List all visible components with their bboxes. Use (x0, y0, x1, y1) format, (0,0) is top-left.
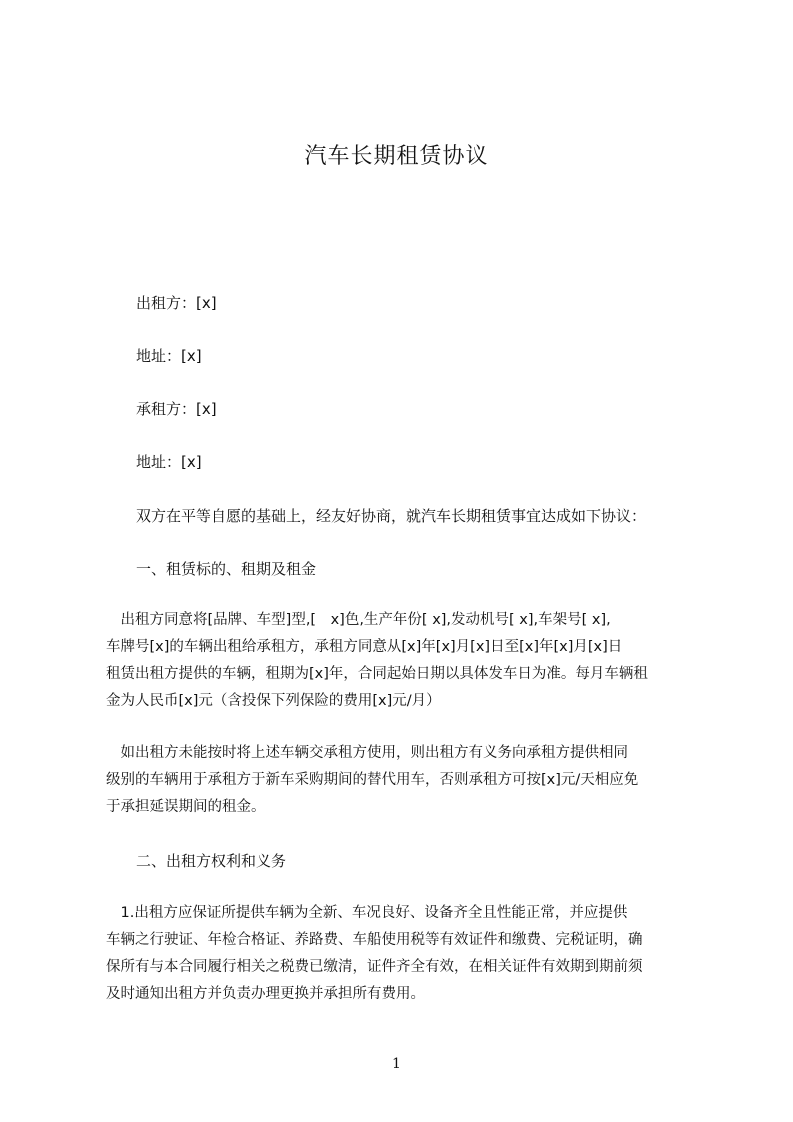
text-line: 车牌号[x]的车辆出租给承租方，承租方同意从[x]年[x]月[x]日至[x]年[x]月[x]日 (106, 639, 623, 655)
text-line: 级别的车辆用于承租方于新车采购期间的替代用车，否则承租方可按[x]元/天相应免 (106, 772, 639, 788)
lessor-line: 出租方：[x] (136, 294, 217, 312)
text-line: 租赁出租方提供的车辆，租期为[x]年，合同起始日期以具体发车日为准。每月车辆租 (106, 666, 648, 682)
section-2-paragraph-1 (106, 900, 700, 1008)
text-line: 出租方同意将[品牌、车型]型,[ x]色,生产年份[ x],发动机号[ x],车架号[ x], (106, 612, 611, 628)
section-1-paragraph-2 (106, 740, 700, 821)
document-title: 汽车长期租赁协议 (304, 144, 489, 169)
text-line: 于承担延误期间的租金。 (106, 799, 266, 815)
lessee-line: 承租方：[x] (136, 400, 217, 418)
page-number: 1 (392, 1056, 401, 1072)
lessee-address-line: 地址：[x] (136, 453, 202, 471)
section-1-heading: 一、租赁标的、租期及租金 (136, 560, 317, 578)
text-line: 金为人民币[x]元（含投保下列保险的费用[x]元/月） (106, 693, 441, 709)
lessor-address-line: 地址：[x] (136, 347, 202, 365)
text-line: 车辆之行驶证、年检合格证、养路费、车船使用税等有效证件和缴费、完税证明，确 (106, 932, 643, 948)
section-1-paragraph-1 (106, 607, 700, 715)
text-line: 及时通知出租方并负责办理更换并承担所有费用。 (106, 986, 425, 1002)
section-2-heading: 二、出租方权利和义务 (136, 852, 287, 870)
text-line: 如出租方未能按时将上述车辆交承租方使用，则出租方有义务向承租方提供相同 (106, 745, 628, 761)
text-line: 1.出租方应保证所提供车辆为全新、车况良好、设备齐全且性能正常，并应提供 (106, 905, 628, 921)
text-line: 保所有与本合同履行相关之税费已缴清，证件齐全有效，在相关证件有效期到期前须 (106, 959, 643, 975)
intro-paragraph: 双方在平等自愿的基础上，经友好协商，就汽车长期租赁事宜达成如下协议： (136, 507, 647, 525)
